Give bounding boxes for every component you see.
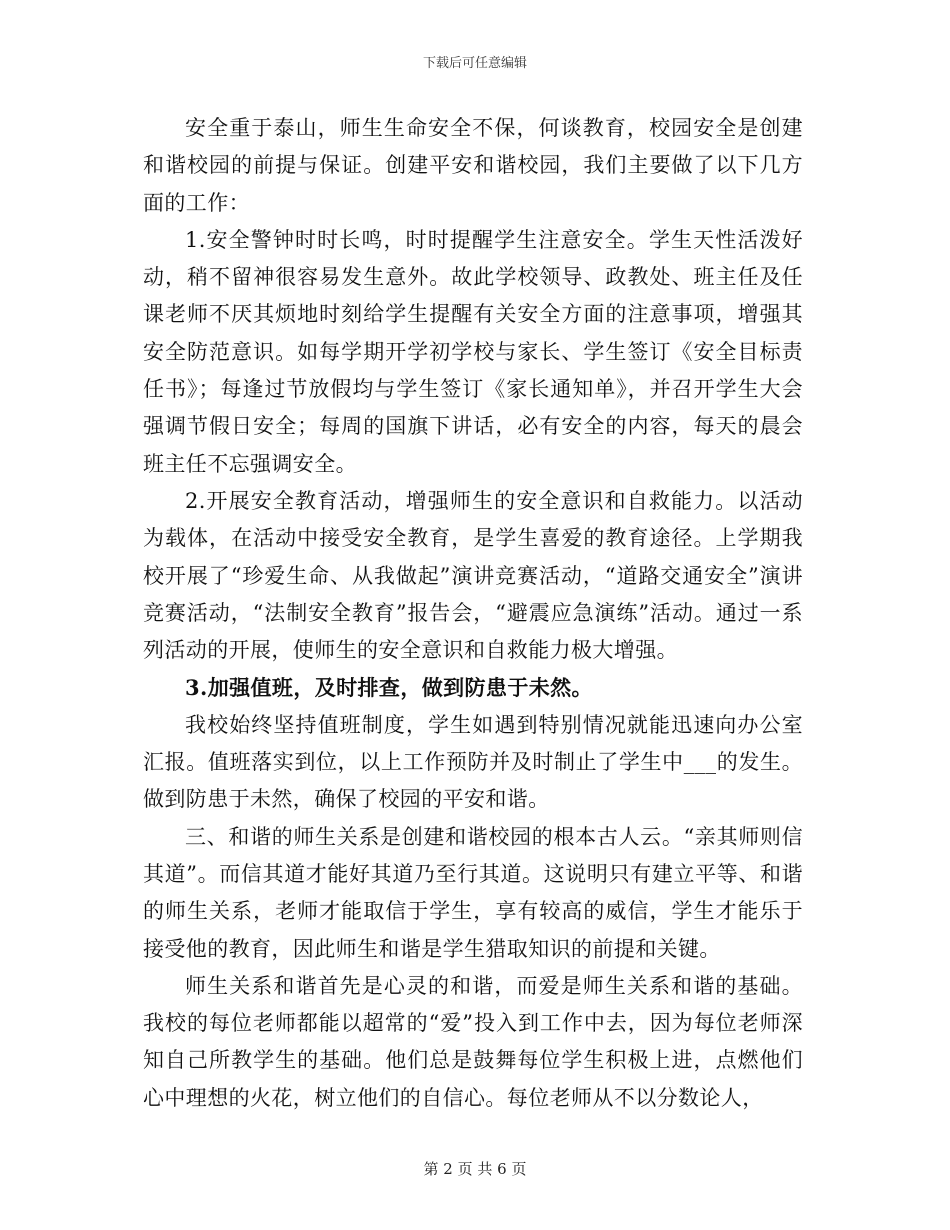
- paragraph-intro: 安全重于泰山，师生生命安全不保，何谈教育，校园安全是创建和谐校园的前提与保证。创建平安和谐校园，我们主要做了以下几方面的工作：: [143, 116, 803, 215]
- paragraph-section-3: 三、和谐的师生关系是创建和谐校园的根本古人云。“亲其师则信其道”。而信其道才能好其道乃至行其道。这说明只有建立平等、和谐的师生关系，老师才能取信于学生，享有较高的威信，学生才能乐于接受他的教育，因此师生和谐是学生猎取知识的前提和关键。: [143, 824, 803, 961]
- page-header-note: 下载后可任意编辑: [422, 56, 527, 71]
- paragraph-item-1: 1.安全警钟时时长鸣，时时提醒学生注意安全。学生天性活泼好动，稍不留神很容易发生意外。故此学校领导、政教处、班主任及任课老师不厌其烦地时刻给学生提醒有关安全方面的注意事项，增强其安全防范意识。如每学期开学初学校与家长、学生签订《安全目标责任书》；每逢过节放假均与学生签订《家长通知单》，并召开学生大会强调节假日安全；每周的国旗下讲话，必有安全的内容，每天的晨会班主任不忘强调安全。: [143, 227, 803, 476]
- document-body: [143, 110, 803, 1117]
- paragraph-duty-system: 我校始终坚持值班制度，学生如遇到特别情况就能迅速向办公室汇报。值班落实到位，以上工作预防并及时制止了学生中___的发生。做到防患于未然，确保了校园的平安和谐。: [143, 712, 803, 812]
- page-number: 第 2 页 共 6 页: [423, 1160, 527, 1178]
- paragraph-item-3-heading: 3.加强值班，及时排查，做到防患于未然。: [185, 675, 593, 701]
- paragraph-harmony: 师生关系和谐首先是心灵的和谐，而爱是师生关系和谐的基础。我校的每位老师都能以超常的“爱”投入到工作中去，因为每位老师深知自己所教学生的基础。他们总是鼓舞每位学生积极上进，点燃他们心中理想的火花，树立他们的自信心。每位老师从不以分数论人，: [143, 973, 803, 1110]
- paragraph-item-2: 2.开展安全教育活动，增强师生的安全意识和自救能力。以活动为载体，在活动中接受安全教育，是学生喜爱的教育途径。上学期我校开展了“珍爱生命、从我做起”演讲竞赛活动，“道路交通安全”演讲竞赛活动，“法制安全教育”报告会，“避震应急演练”活动。通过一系列活动的开展，使师生的安全意识和自救能力极大增强。: [143, 488, 803, 663]
